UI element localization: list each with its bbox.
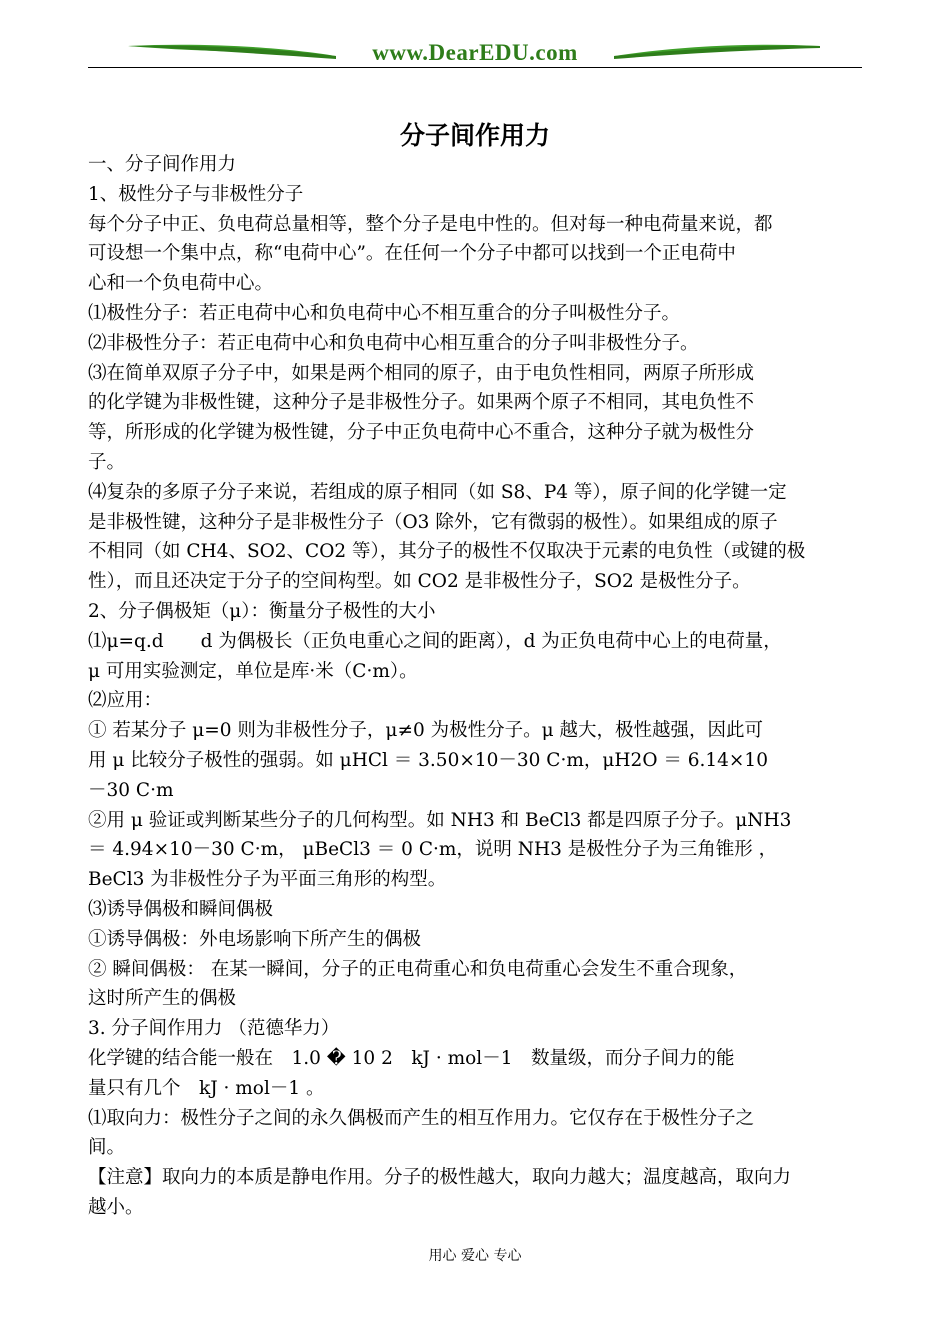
text-line: ②用 μ 验证或判断某些分子的几何构型。如 NH3 和 BeCl3 都是四原子分子。μNH3 [88,809,792,831]
header-rule [88,67,862,68]
text-line: ⑴极性分子：若正电荷中心和负电荷中心不相互重合的分子叫极性分子。 [88,302,681,324]
text-line: 的化学键为非极性键，这种分子是非极性分子。如果两个原子不相同，其电负性不 [88,392,755,414]
text-line: 每个分子中正、负电荷总量相等，整个分子是电中性的。但对每一种电荷量来说，都 [88,213,773,235]
text-line: ⑶在简单双原子分子中，如果是两个相同的原子，由于电负性相同，两原子所形成 [88,362,755,384]
text-line: 可设想一个集中点，称“电荷中心”。在任何一个分子中都可以找到一个正电荷中 [88,243,736,265]
text-line: 化学键的结合能一般在 1.0 � 10 2 kJ · mol－1 数量级，而分子间力的能 [88,1047,735,1069]
text-line: ① 若某分子 μ=0 则为非极性分子，μ≠0 为极性分子。μ 越大，极性越强，因此可 [88,720,764,742]
document-body [88,150,868,1223]
header-site-url: www.DearEDU.com [372,40,578,65]
text-line: 心和一个负电荷中心。 [88,273,274,295]
page-title: 分子间作用力 [399,121,550,150]
page-header [88,34,862,70]
text-line: ⑵非极性分子：若正电荷中心和负电荷中心相互重合的分子叫非极性分子。 [88,332,699,354]
text-line: ② 瞬间偶极： 在某一瞬间，分子的正电荷重心和负电荷重心会发生不重合现象， [88,958,748,980]
text-line: ①诱导偶极：外电场影响下所产生的偶极 [88,928,422,950]
text-line: 【注意】取向力的本质是静电作用。分子的极性越大，取向力越大；温度越高，取向力 [88,1167,792,1189]
text-line: 1、极性分子与非极性分子 [88,183,304,205]
text-line: －30 C·m [88,779,174,801]
text-line: 是非极性键，这种分子是非极性分子（O3 除外，它有微弱的极性）。如果组成的原子 [88,511,778,533]
text-line: 3. 分子间作用力 （范德华力） [88,1018,340,1040]
text-line: 用 μ 比较分子极性的强弱。如 μHCl ＝ 3.50×10－30 C·m，μH2O ＝ 6.14×10 [88,749,768,771]
text-line: 越小。 [88,1196,144,1218]
text-line: 等，所形成的化学键为极性键，分子中正负电荷中心不重合，这种分子就为极性分 [88,422,755,444]
text-line: ⑴μ=q.d d 为偶极长（正负电重心之间的距离），d 为正负电荷中心上的电荷量， [88,630,782,652]
text-line: 2、分子偶极矩（μ）：衡量分子极性的大小 [88,600,436,622]
text-line: 不相同（如 CH4、SO2、CO2 等），其分子的极性不仅取决于元素的电负性（或键的极 [88,541,806,563]
text-line: 量只有几个 kJ · mol－1 。 [88,1077,325,1099]
text-line: ＝ 4.94×10－30 C·m， μBeCl3 ＝ 0 C·m，说明 NH3 是极性分子为三角锥形 ， [88,839,778,861]
text-line: 一、分子间作用力 [88,154,237,175]
text-line: 性），而且还决定于分子的空间构型。如 CO2 是非极性分子，SO2 是极性分子。 [88,571,751,593]
page-footer: 用心 爱心 专心 [428,1248,522,1264]
text-line: ⑶诱导偶极和瞬间偶极 [88,898,274,920]
text-line: 间。 [88,1137,126,1159]
text-line: 这时所产生的偶极 [88,988,237,1010]
text-line: ⑷复杂的多原子分子来说，若组成的原子相同（如 S8、P4 等），原子间的化学键一定 [88,481,787,503]
text-line: μ 可用实验测定，单位是库·米（C·m）。 [88,660,418,682]
text-line: 子。 [88,451,126,473]
text-line: ⑵应用： [88,690,163,712]
text-line: ⑴取向力：极性分子之间的永久偶极而产生的相互作用力。它仅存在于极性分子之 [88,1107,755,1129]
text-line: BeCl3 为非极性分子为平面三角形的构型。 [88,869,447,891]
